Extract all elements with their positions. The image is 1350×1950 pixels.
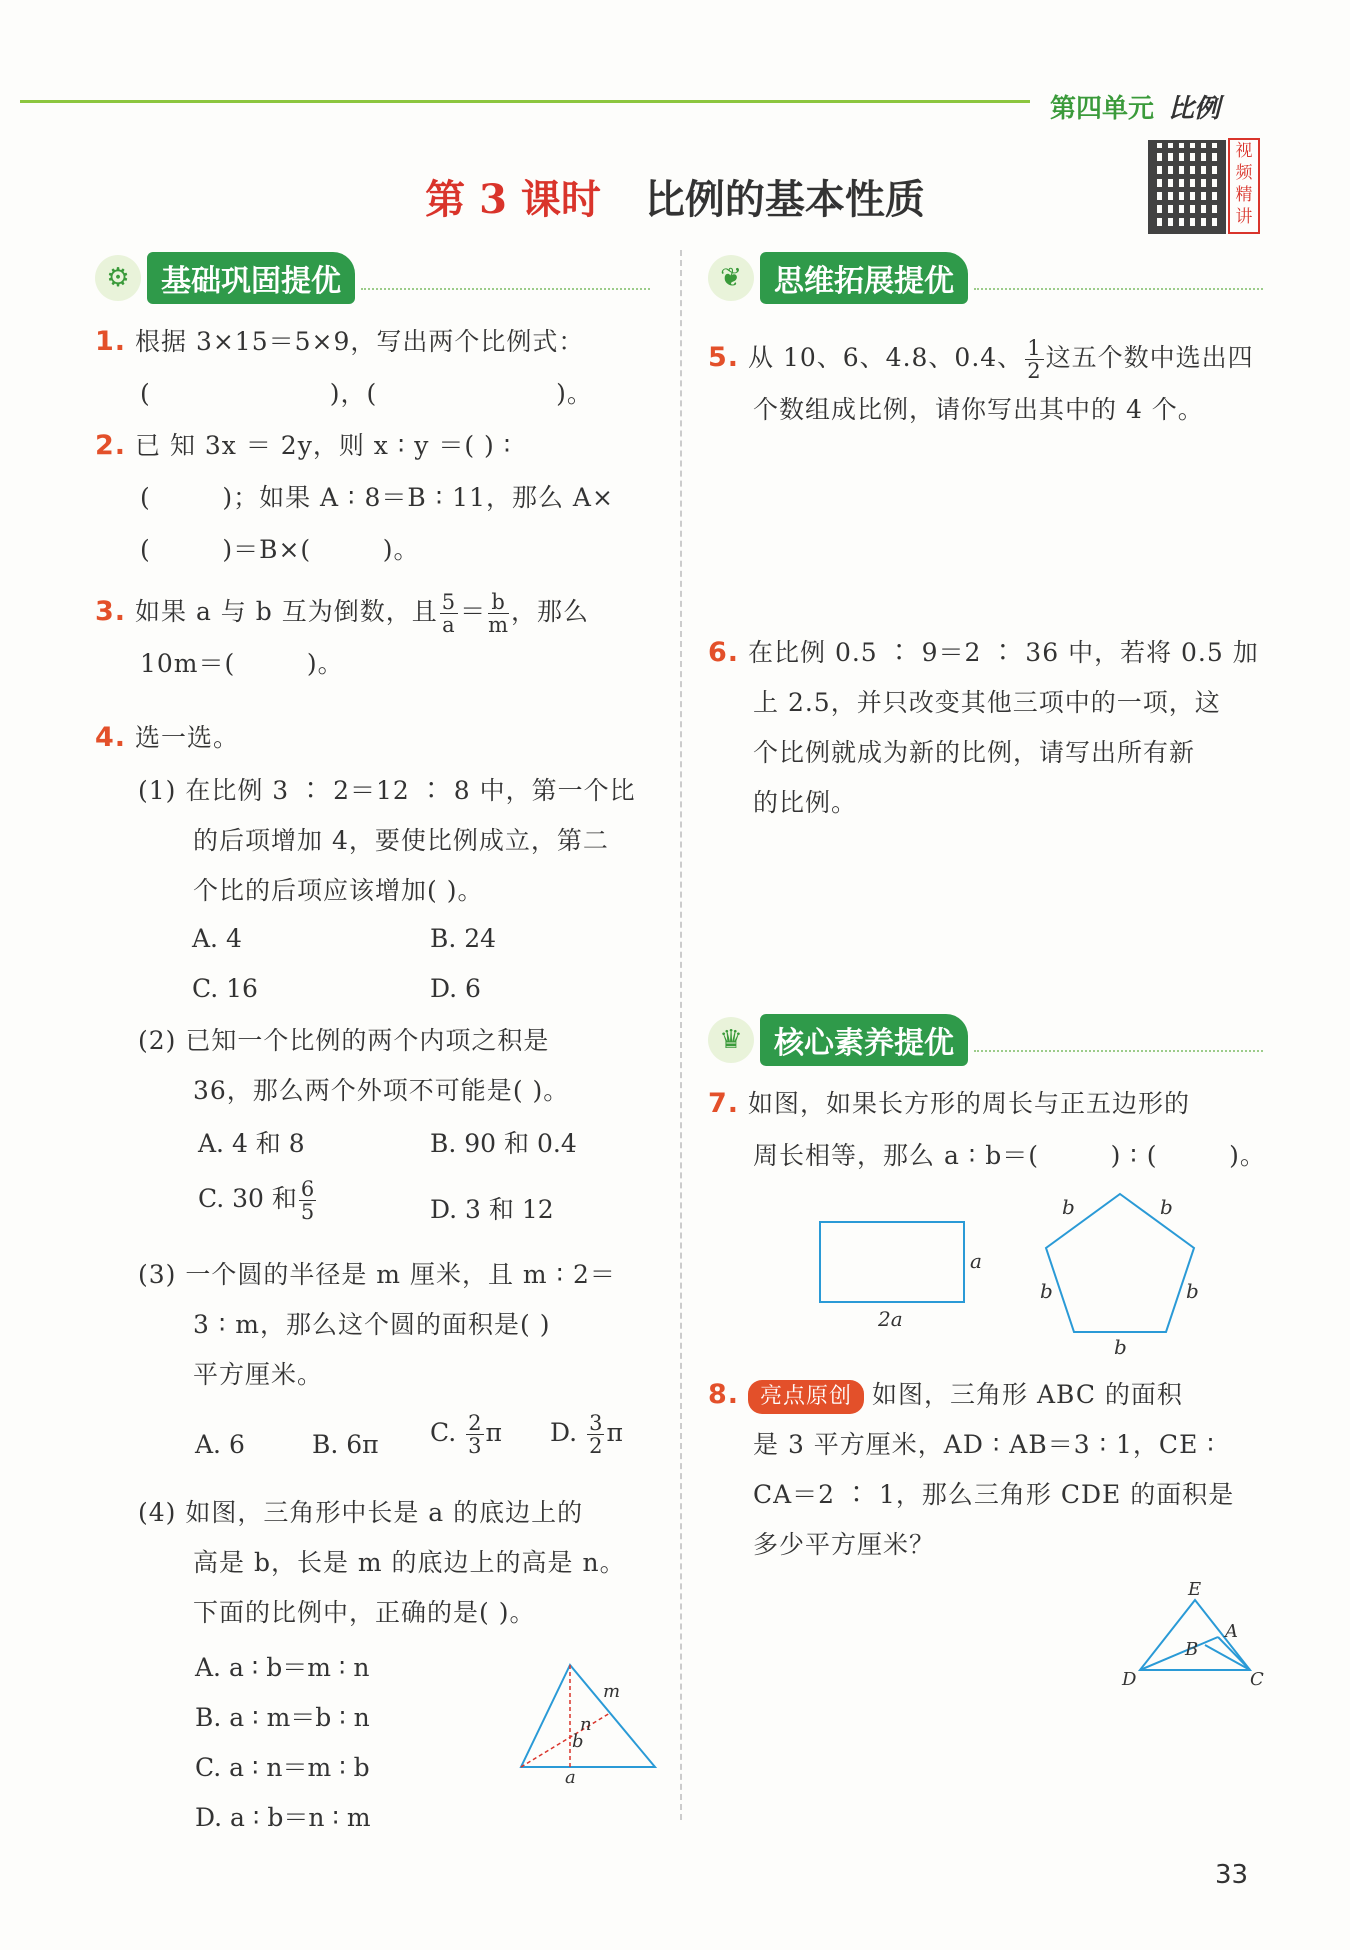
qr-code-icon[interactable] — [1148, 140, 1226, 234]
svg-text:b: b — [1160, 1195, 1173, 1219]
original-badge: 亮点原创 — [748, 1380, 864, 1414]
option-4-3-c[interactable]: C. $\frac{2}{3}$ π — [430, 1411, 502, 1459]
question-8: 8. 亮点原创 如图，三角形 ABC 的面积 是 3 平方厘米，AD ∶ AB＝3 ∶ 1，CE ∶ CA＝2 ∶ 1，那么三角形 CDE 的面积是 多少平方厘米？ — [708, 1379, 1235, 1559]
option-4-4-b[interactable]: B. a ∶ m＝b ∶ n — [195, 1703, 370, 1732]
option-4-3-b[interactable]: B. 6π — [312, 1430, 379, 1459]
option-4-1-b[interactable]: B. 24 — [430, 924, 497, 953]
label-m: m — [603, 1681, 621, 1702]
unit-label: 第四单元 比例 — [1050, 94, 1221, 124]
qr-label: 视频精讲 — [1228, 138, 1260, 234]
lesson-title: 第 3 课时 比例的基本性质 — [425, 176, 925, 223]
trophy-icon: ♛ — [708, 1017, 754, 1063]
label-n: n — [580, 1714, 592, 1735]
label-a: a — [565, 1767, 576, 1785]
page-number: 33 — [1215, 1860, 1249, 1890]
option-4-3-a[interactable]: A. 6 — [195, 1430, 245, 1459]
option-4-2-b[interactable]: B. 90 和 0.4 — [430, 1129, 577, 1158]
figure-rectangle-pentagon — [800, 1186, 1270, 1366]
section-header-basic: ⚙ 基础巩固提优 — [95, 254, 650, 302]
option-4-2-a[interactable]: A. 4 和 8 — [198, 1129, 305, 1158]
question-4-part-2: (2) 已知一个比例的两个内项之积是 36，那么两个外项不可能是( )。 — [138, 1026, 570, 1105]
option-4-1-a[interactable]: A. 4 — [192, 924, 242, 953]
svg-text:E: E — [1188, 1579, 1202, 1600]
question-1: 1. 根据 3×15＝5×9，写出两个比例式： ( )，( )。 — [95, 326, 593, 408]
question-4-part-4: (4) 如图，三角形中长是 a 的底边上的 高是 b，长是 m 的底边上的高是 n。 下面的比例中，正确的是( )。 — [138, 1498, 626, 1627]
svg-text:b: b — [1186, 1279, 1199, 1303]
question-3: 3. 如果 a 与 b 互为倒数，且 $\frac{5}{a}$ ＝ $\frac{b}{m}$ ，那么 10m＝( )。 — [95, 589, 590, 678]
option-4-3-d[interactable]: D. $\frac{3}{2}$ π — [550, 1411, 623, 1459]
svg-text:b: b — [1114, 1335, 1127, 1359]
question-2: 2. 已 知 3x ＝ 2y，则 x ∶ y ＝( ) ∶ ( )；如果 A ∶ 8＝B ∶ 11，那么 A× ( )＝B×( )。 — [95, 430, 614, 564]
section-header-thinking: ❦ 思维拓展提优 — [708, 254, 1263, 302]
question-4-part-1: (1) 在比例 3 ∶ 2＝12 ∶ 8 中，第一个比 的后项增加 4，要使比例成立，第二 个比的后项应该增加( )。 — [138, 776, 636, 905]
option-4-2-c[interactable]: C. 30 和 $\frac{6}{5}$ — [198, 1177, 315, 1225]
option-4-4-d[interactable]: D. a ∶ b＝n ∶ m — [195, 1803, 371, 1832]
rect-label-a: a — [970, 1249, 982, 1273]
header-rule — [20, 100, 1030, 103]
option-4-2-d[interactable]: D. 3 和 12 — [430, 1195, 554, 1224]
question-4: 4. 选一选。 — [95, 722, 240, 753]
question-5: 5. 从 10、6、4.8、0.4、 $\frac{1}{2}$ 这五个数中选出四 个数组成比例，请你写出其中的 4 个。 — [708, 335, 1254, 424]
svg-text:B: B — [1185, 1639, 1199, 1660]
figure-triangle-cde — [1110, 1575, 1270, 1700]
option-4-1-d[interactable]: D. 6 — [430, 974, 481, 1003]
question-6: 6. 在比例 0.5 ∶ 9＝2 ∶ 36 中，若将 0.5 加 上 2.5，并只改变其他三项中的一项，这 个比例就成为新的比例，请写出所有新 的比例。 — [708, 637, 1259, 817]
label-b: b — [572, 1731, 584, 1752]
figure-triangle-heights — [515, 1655, 665, 1785]
gear-icon: ⚙ — [95, 255, 141, 301]
svg-text:A: A — [1225, 1621, 1238, 1642]
question-4-part-3: (3) 一个圆的半径是 m 厘米，且 m ∶ 2＝ 3 ∶ m，那么这个圆的面积是( ) 平方厘米。 — [138, 1260, 616, 1389]
option-4-4-a[interactable]: A. a ∶ b＝m ∶ n — [195, 1653, 370, 1682]
column-divider — [680, 250, 682, 1820]
sprout-icon: ❦ — [708, 255, 754, 301]
svg-text:C: C — [1250, 1669, 1264, 1690]
svg-text:b: b — [1040, 1279, 1053, 1303]
option-4-1-c[interactable]: C. 16 — [192, 974, 258, 1003]
section-header-core: ♛ 核心素养提优 — [708, 1016, 1263, 1064]
question-7: 7. 如图，如果长方形的周长与正五边形的 周长相等，那么 a ∶ b＝( ) ∶ ( )。 — [708, 1088, 1266, 1170]
svg-text:b: b — [1062, 1195, 1075, 1219]
option-4-4-c[interactable]: C. a ∶ n＝m ∶ b — [195, 1753, 370, 1782]
rect-label-2a: 2a — [878, 1307, 903, 1331]
svg-text:D: D — [1122, 1669, 1137, 1690]
